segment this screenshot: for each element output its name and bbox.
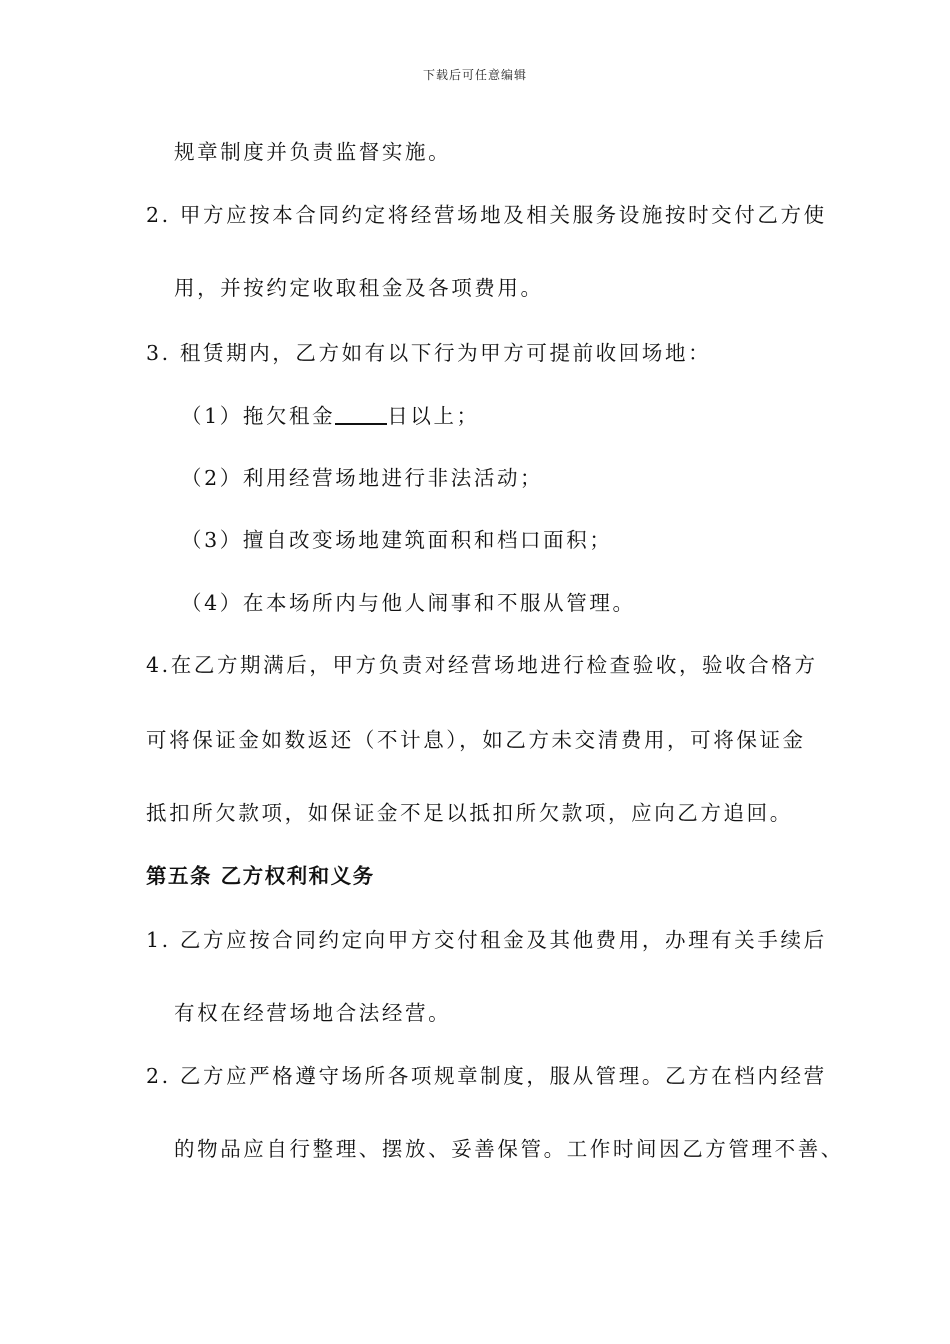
obligation-1-line-2: 有权在经营场地合法经营。 <box>174 1001 452 1025</box>
clause-2-line-2: 用，并按约定收取租金及各项费用。 <box>174 276 544 300</box>
page-header-note: 下载后可任意编辑 <box>422 68 527 82</box>
clause-3-line: 3. 租赁期内，乙方如有以下行为甲方可提前收回场地： <box>146 341 712 365</box>
sub-item-1-prefix: （1）拖欠租金 <box>181 404 336 428</box>
fill-in-blank <box>335 405 387 425</box>
sub-item-1 <box>181 404 480 428</box>
section-heading: 第五条 乙方权利和义务 <box>146 864 375 888</box>
clause-2-line-1: 2. 甲方应按本合同约定将经营场地及相关服务设施按时交付乙方使 <box>146 203 827 227</box>
clause-4-line-3: 抵扣所欠款项，如保证金不足以抵扣所欠款项，应向乙方追回。 <box>146 801 793 825</box>
obligation-2-line-2: 的物品应自行整理、摆放、妥善保管。工作时间因乙方管理不善、 <box>174 1137 844 1161</box>
obligation-2-line-1: 2. 乙方应严格遵守场所各项规章制度，服从管理。乙方在档内经营 <box>146 1064 827 1088</box>
sub-item-3: （3）擅自改变场地建筑面积和档口面积； <box>181 528 613 552</box>
sub-item-2: （2）利用经营场地进行非法活动； <box>181 466 544 490</box>
paragraph-line: 规章制度并负责监督实施。 <box>174 140 452 164</box>
clause-4-line-1: 4.在乙方期满后，甲方负责对经营场地进行检查验收，验收合格方 <box>146 653 818 677</box>
sub-item-4: （4）在本场所内与他人闹事和不服从管理。 <box>181 591 636 615</box>
obligation-1-line-1: 1. 乙方应按合同约定向甲方交付租金及其他费用，办理有关手续后 <box>146 928 827 952</box>
clause-4-line-2: 可将保证金如数返还（不计息），如乙方未交清费用，可将保证金 <box>146 728 806 752</box>
sub-item-1-suffix: 日以上； <box>387 404 480 428</box>
